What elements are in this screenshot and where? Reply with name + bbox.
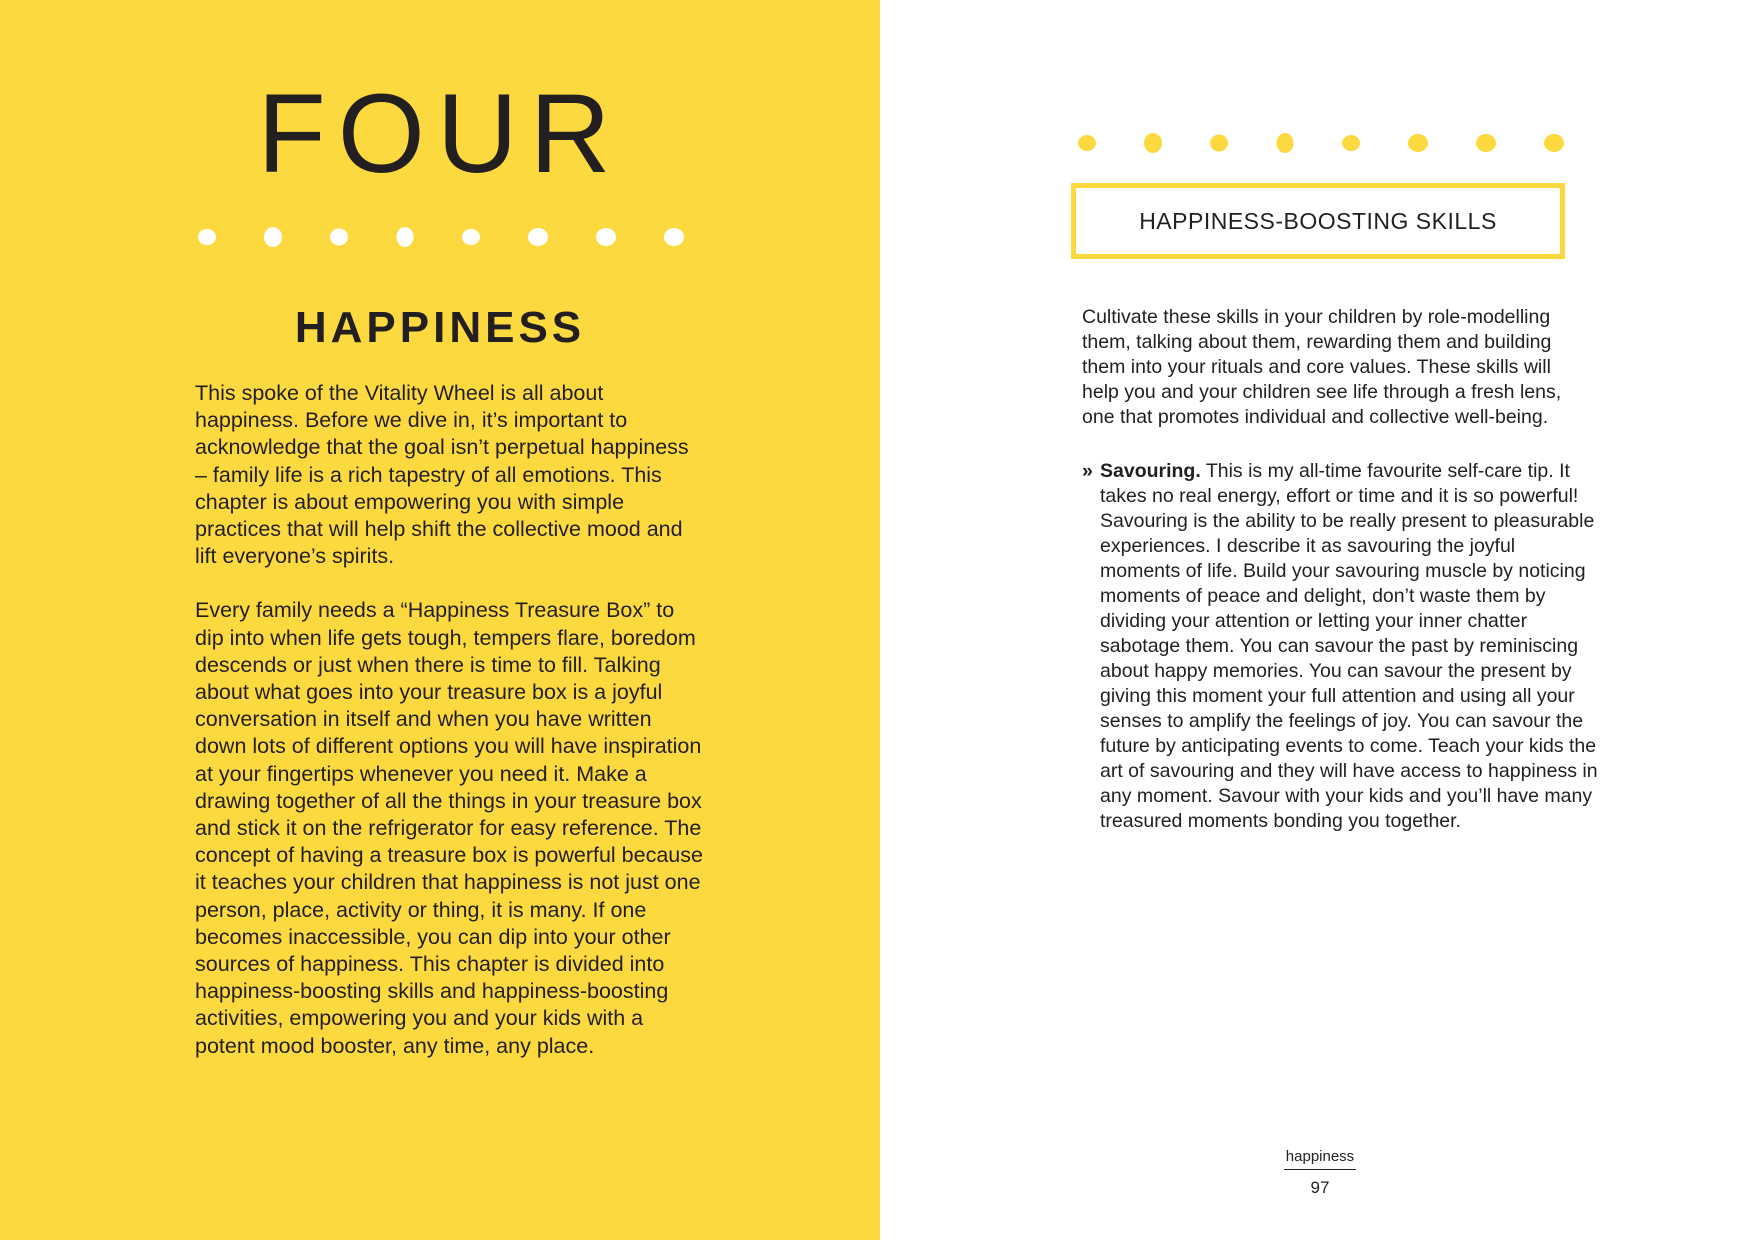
circle-dot-icon xyxy=(662,226,686,248)
circle-dot-icon xyxy=(1406,132,1430,154)
page-footer xyxy=(1284,1148,1356,1198)
section-heading-box xyxy=(1071,183,1565,259)
bullet-term: Savouring. xyxy=(1100,460,1201,482)
circle-dot-icon xyxy=(328,227,350,247)
circle-dot-icon xyxy=(460,227,482,247)
circle-dot-icon xyxy=(594,226,618,248)
circle-dot-icon xyxy=(1076,133,1098,153)
bullet-marker-icon: » xyxy=(1082,460,1093,482)
list-item xyxy=(1082,459,1600,834)
circle-dot-icon xyxy=(1474,132,1498,154)
circle-dot-icon xyxy=(526,226,550,248)
circle-dot-icon xyxy=(262,225,284,249)
circle-dot-icon xyxy=(1542,132,1566,154)
chapter-number: FOUR xyxy=(257,71,623,196)
section-intro-text: Cultivate these skills in your children by role-modelling them, talking about them, rewarding them and building them into your rituals and core values. These skills will help you and your children see life through a fresh lens, one that promotes individual and collective well-being. xyxy=(1082,306,1562,428)
running-head: happiness xyxy=(1284,1148,1356,1170)
circle-dot-icon xyxy=(1274,131,1296,155)
circle-dot-icon xyxy=(1340,133,1362,153)
chapter-intro-text xyxy=(195,380,705,1087)
page-number: 97 xyxy=(1310,1178,1330,1197)
circle-dot-icon xyxy=(1208,133,1230,153)
circle-dot-icon xyxy=(196,227,218,247)
section-heading: HAPPINESS-BOOSTING SKILLS xyxy=(1139,207,1497,234)
circle-dot-icon xyxy=(1142,131,1164,155)
paragraph: This spoke of the Vitality Wheel is all about happiness. Before we dive in, it’s important to acknowledge that the goal isn’t perpetual happiness – family life is a rich tapestry of all emotions. This chapter is about empowering you with simple practices that will help shift the collective mood and lift everyone’s spirits. xyxy=(195,381,689,569)
circle-dot-icon xyxy=(394,225,416,249)
chapter-title: HAPPINESS xyxy=(294,303,586,352)
decorative-dots-row xyxy=(1076,128,1566,158)
paragraph: Every family needs a “Happiness Treasure Box” to dip into when life gets tough, tempers flare, boredom descends or just when there is time to fill. Talking about what goes into your treasure box is a joyful conversation in itself and when you have written down lots of different options you will have inspiration at your fingertips whenever you need it. Make a drawing together of all the things in your treasure box and stick it on the refrigerator for easy reference. The concept of having a treasure box is powerful because it teaches your children that happiness is not just one person, place, activity or thing, it is many. If one becomes inaccessible, you can dip into your other sources of happiness. This chapter is divided into happiness-boosting skills and happiness-boosting activities, empowering you and your kids with a potent mood booster, any time, any place. xyxy=(195,598,703,1058)
decorative-dots-row xyxy=(196,222,686,252)
bullet-text: This is my all-time favourite self-care tip. It takes no real energy, effort or time and it is so powerful! Savouring is the ability to be really present to pleasurable experiences. I describe it as savouring the joyful moments of life. Build your savouring muscle by noticing moments of peace and delight, don’t waste them by dividing your attention or letting your inner chatter sabotage them. You can savour the past by reminiscing about happy memories. You can savour the present by giving this moment your full attention and using all your senses to amplify the feelings of joy. You can savour the future by anticipating events to come. Teach your kids the art of savouring and they will have access to happiness in any moment. Savour with your kids and you’ll have many treasured moments bonding you together. xyxy=(1100,460,1598,832)
